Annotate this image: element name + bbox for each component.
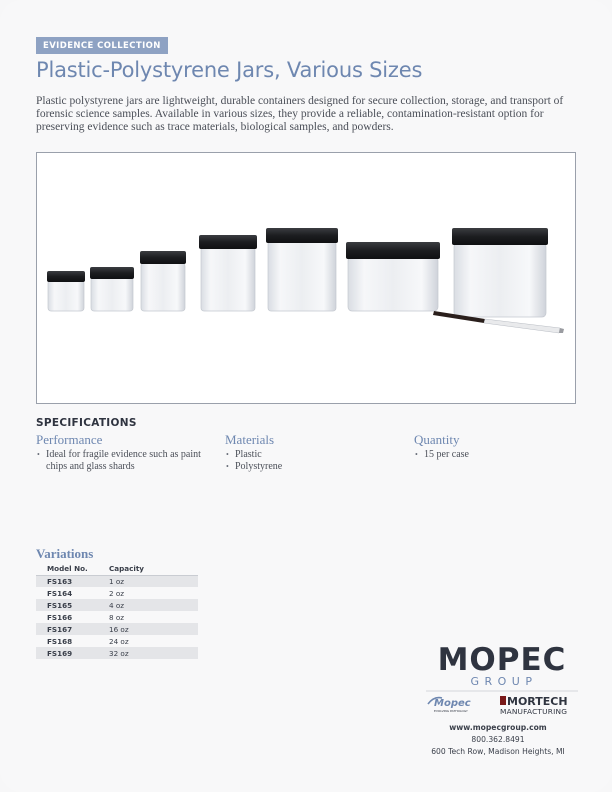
table-row bbox=[36, 623, 198, 635]
model-cell: FS164 bbox=[47, 588, 73, 598]
spec-materials-item: • Plastic bbox=[225, 449, 395, 461]
jar-8oz bbox=[199, 235, 257, 311]
capacity-cell: 4 oz bbox=[109, 599, 198, 611]
jars-illustration bbox=[37, 153, 575, 403]
column-header-capacity: Capacity bbox=[109, 563, 198, 575]
capacity-cell: 1 oz bbox=[109, 575, 198, 587]
spec-materials bbox=[225, 432, 395, 473]
mopec-group-logo bbox=[424, 640, 580, 725]
category-tag: EVIDENCE COLLECTION bbox=[36, 37, 168, 54]
table-row bbox=[36, 647, 198, 659]
table-row bbox=[36, 587, 198, 599]
spec-quantity-title: Quantity bbox=[414, 432, 460, 447]
table-row bbox=[36, 575, 198, 587]
model-cell: FS165 bbox=[36, 599, 109, 611]
specifications-heading: SPECIFICATIONS bbox=[36, 417, 137, 429]
logo-sub-text: GROUP bbox=[470, 675, 538, 688]
table-row bbox=[36, 599, 198, 611]
jar-4oz bbox=[140, 251, 186, 311]
spec-performance-item: • Ideal for fragile evidence such as paint chips and glass shards bbox=[36, 449, 216, 473]
page-title: Plastic-Polystyrene Jars, Various Sizes bbox=[36, 58, 423, 82]
spec-performance-title: Performance bbox=[36, 432, 103, 447]
model-cell: FS163 bbox=[36, 575, 109, 587]
model-cell: FS167 bbox=[36, 623, 109, 635]
table-row bbox=[36, 611, 198, 623]
column-header-model: Model No. bbox=[36, 563, 109, 575]
phone-number: 800.362.8491 bbox=[471, 735, 525, 744]
capacity-cell: 8 oz bbox=[109, 612, 125, 622]
jar-2oz bbox=[90, 267, 134, 311]
website-link[interactable]: www.mopecgroup.com bbox=[449, 723, 547, 732]
address: 600 Tech Row, Madison Heights, MI bbox=[431, 747, 565, 756]
brand-logo-graphic bbox=[424, 640, 580, 720]
model-cell: FS166 bbox=[47, 612, 73, 622]
capacity-cell: 32 oz bbox=[109, 647, 198, 659]
spec-quantity-item: • 15 per case bbox=[414, 449, 574, 461]
variations-table bbox=[36, 563, 198, 659]
spec-materials-item: • Polystyrene bbox=[225, 461, 395, 473]
model-cell: FS169 bbox=[36, 647, 109, 659]
variations-heading: Variations bbox=[36, 546, 94, 561]
capacity-cell: 16 oz bbox=[109, 623, 198, 635]
sub-brand-mortech: MORTECH bbox=[507, 695, 568, 708]
contact-info bbox=[400, 722, 596, 758]
jar-32oz bbox=[452, 228, 548, 317]
sub-brand-mortech-sub: MANUFACTURING bbox=[500, 707, 568, 716]
table-header-row bbox=[36, 563, 198, 575]
capacity-cell: 24 oz bbox=[109, 636, 129, 646]
spec-materials-title: Materials bbox=[225, 432, 275, 447]
jar-16oz bbox=[266, 228, 338, 311]
jar-1oz bbox=[47, 271, 85, 311]
sub-brand-mopec-tagline: EVOLVING PATHOLOGY bbox=[434, 709, 468, 713]
logo-main-text: MOPEC bbox=[437, 642, 567, 678]
table-row bbox=[36, 635, 198, 647]
sub-brand-mopec: Mopec bbox=[434, 698, 471, 709]
model-cell: FS168 bbox=[47, 636, 73, 646]
spec-quantity bbox=[414, 432, 574, 461]
product-description: Plastic polystyrene jars are lightweight, durable containers designed for secure collection, storage, and transport of forensic science samples. Available in various sizes, they provide a reliable, contamination-resistant option for preserving evidence such as trace materials, biological samples, and powders. bbox=[36, 95, 564, 134]
spec-performance bbox=[36, 432, 216, 473]
jar-24oz bbox=[346, 242, 440, 311]
capacity-cell: 2 oz bbox=[109, 588, 125, 598]
product-photo bbox=[36, 152, 576, 404]
